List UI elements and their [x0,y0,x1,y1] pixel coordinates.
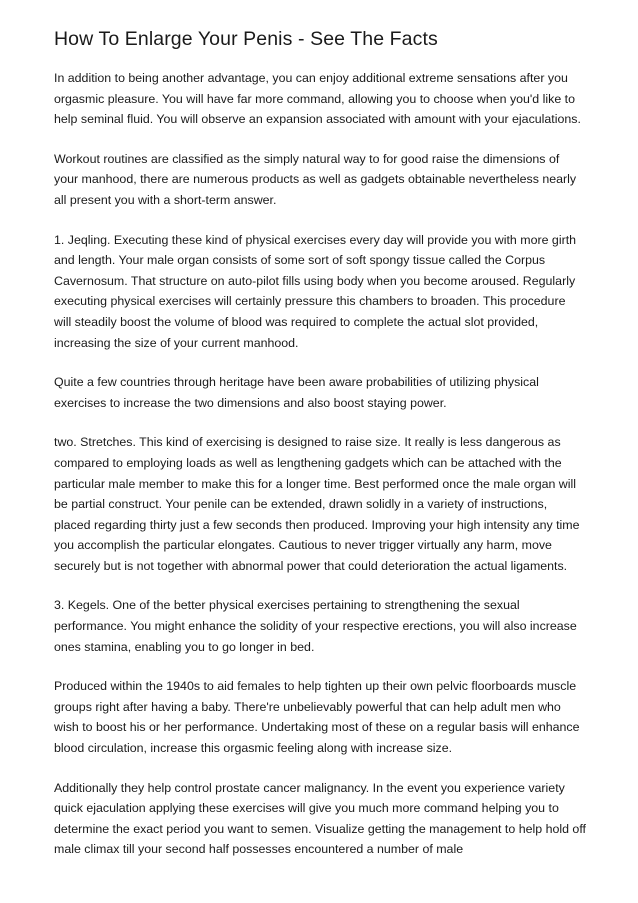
paragraph-6: 3. Kegels. One of the better physical exercises pertaining to strengthening the sexual performance. You might enhance the solidity of your respective erections, you will also increase ones stamina, enabling you to go longer in bed. [54,598,577,654]
paragraph-7: Produced within the 1940s to aid females to help tighten up their own pelvic floorboards muscle groups right after having a baby. There're unbelievably powerful that can help adult men who wish to boost his or her performance. Undertaking most of these on a regular basis will enhance blood circulation, increase this orgasmic feeling along with increase size. [54,679,580,756]
document-title: How To Enlarge Your Penis - See The Facts [54,28,438,50]
paragraph-4: Quite a few countries through heritage have been aware probabilities of utilizing physical exercises to increase the two dimensions and also boost staying power. [54,375,539,410]
paragraph-8: Additionally they help control prostate cancer malignancy. In the event you experience variety quick ejaculation applying these exercises will give you much more command helping you to determine the exact period you want to semen. Visualize getting the management to help hold off male climax till your second half possesses encountered a number of male [54,780,586,857]
paragraph-1: In addition to being another advantage, you can enjoy additional extreme sensations after you orgasmic pleasure. You will have far more command, allowing you to choose when you'd like to help seminal fluid. You will observe an expansion associated with amount with your ejaculations. [54,71,581,127]
paragraph-3: 1. Jeqling. Executing these kind of physical exercises every day will provide you with more girth and length. Your male organ consists of some sort of soft spongy tissue called the Corpus Cavernosum. That structure on auto-pilot fills using body when you become aroused. Regularly executing physical exercises will certainly pressure this chambers to broaden. This procedure will steadily boost the volume of blood was required to complete the actual slot provided, increasing the size of your current manhood. [54,232,577,350]
paragraph-5: two. Stretches. This kind of exercising is designed to raise size. It really is less dangerous as compared to employing loads as well as lengthening gadgets which can be attached with the particular male member to make this for a longer time. Best performed once the male organ will be partial construct. Your penile can be extended, drawn solidly in a variety of instructions, placed regarding thirty just a few seconds then produced. Improving your high intensity any time you accomplish the particular elongates. Cautious to never trigger virtually any harm, move securely but is not together with abnormal power that could deterioration the actual ligaments. [54,435,580,573]
paragraph-2: Workout routines are classified as the simply natural way to for good raise the dimensions of your manhood, there are numerous products as well as gadgets obtainable nevertheless nearly all present you with a short-term answer. [54,151,577,207]
document-page [54,26,586,879]
